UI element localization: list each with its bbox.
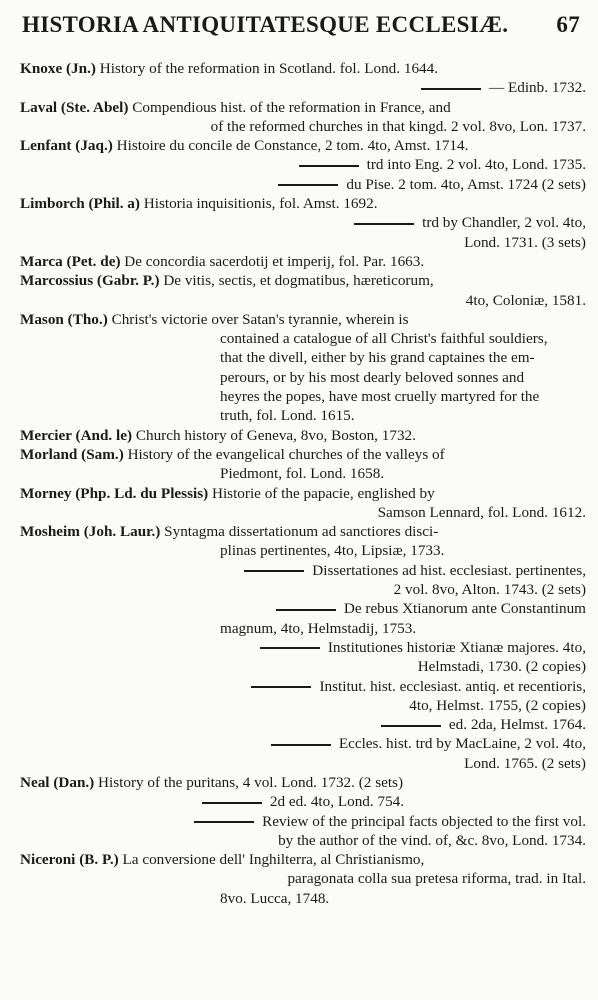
entry-text: History of the evangelical churches of the valleys of [127,445,445,463]
entry-line [20,136,586,155]
page-header [22,10,580,44]
entry-text: Institut. hist. ecclesiast. antiq. et recentioris, [319,677,586,695]
catalogue-entry [20,98,586,137]
entry-text: Piedmont, fol. Lond. 1658. [220,465,385,483]
entry-text: De concordia sacerdotij et imperij, fol. Par. 1663. [124,252,425,270]
entry-text: 2 vol. 8vo, Alton. 1743. (2 sets) [393,581,586,599]
entry-line [20,580,586,599]
entry-line [20,426,586,445]
entry-text: magnum, 4to, Helmstadij, 1753. [220,619,417,637]
ditto-dash [244,570,304,572]
entry-text: that the divell, either by his grand captaines the em- [220,349,535,367]
entry-author: Limborch (Phil. a) [20,195,144,213]
entry-line [20,696,586,715]
entry-text: Lond. 1765. (2 sets) [464,754,586,772]
entry-text: trd into Eng. 2 vol. 4to, Lond. 1735. [366,156,586,174]
entry-text: trd by Chandler, 2 vol. 4to, [422,214,586,232]
entry-line [20,889,586,908]
entry-line [20,271,586,290]
entry-line [20,310,586,329]
ditto-dash [251,686,311,688]
entry-line [20,792,586,811]
entry-line [20,464,586,483]
entry-line [20,599,586,618]
entry-line [20,329,586,348]
catalogue-entry [20,271,586,310]
entry-line [20,657,586,676]
entry-line [20,406,586,425]
entry-text: Histoire du concile de Constance, 2 tom. 4to, Amst. 1714. [116,137,469,155]
entry-line [20,98,586,117]
catalogue-entry [20,252,586,271]
entry-text: Christ's victorie over Satan's tyrannie, wherein is [111,310,409,328]
entry-text: perours, or by his most dearly beloved sonnes and [220,368,525,386]
entry-line [20,503,586,522]
entry-line [20,638,586,657]
entry-text: La conversione dell' Inghilterra, al Christianismo, [122,851,425,869]
entry-text: De vitis, sectis, et dogmatibus, hæreticorum, [163,272,434,290]
entry-line [20,59,586,78]
entry-text: by the author of the vind. of, &c. 8vo, Lond. 1734. [278,831,586,849]
entry-line [20,869,586,888]
entry-author: Niceroni (B. P.) [20,851,123,869]
entry-text: Church history of Geneva, 8vo, Boston, 1732. [135,426,416,444]
entry-author: Laval (Ste. Abel) [20,98,133,116]
ditto-dash [260,647,320,649]
catalogue-entry [20,310,586,426]
entry-line [20,213,586,232]
entry-line [20,348,586,367]
entry-author: Mercier (And. le) [20,426,136,444]
entry-text: truth, fol. Lond. 1615. [220,407,355,425]
entry-line [20,677,586,696]
entry-line [20,484,586,503]
entry-line [20,561,586,580]
catalogue-entry [20,445,586,484]
entry-text: Helmstadi, 1730. (2 copies) [417,658,586,676]
entry-text: 8vo. Lucca, 1748. [220,889,330,907]
entry-text: 4to, Helmst. 1755, (2 copies) [409,696,586,714]
entry-text: of the reformed churches in that kingd. 2 vol. 8vo, Lon. 1737. [210,117,586,135]
entry-text: Eccles. hist. trd by MacLaine, 2 vol. 4to, [338,735,586,753]
entry-text: Lond. 1731. (3 sets) [464,233,586,251]
entry-line [20,831,586,850]
running-title: HISTORIA ANTIQUITATESQUE ECCLESIÆ. [22,12,509,37]
entry-author: Morney (Php. Ld. du Plessis) [20,484,212,502]
entry-author: Lenfant (Jaq.) [20,137,117,155]
entry-author: Marcossius (Gabr. P.) [20,272,164,290]
entry-line [20,291,586,310]
entry-text: paragonata colla sua pretesa riforma, trad. in Ital. [287,870,586,888]
entry-line [20,117,586,136]
entry-line [20,812,586,831]
entry-line [20,522,586,541]
entry-author: Neal (Dan.) [20,773,99,791]
ditto-dash [381,725,441,727]
entry-text: Compendious hist. of the reformation in France, and [132,98,451,116]
ditto-dash [278,184,338,186]
entry-line [20,541,586,560]
entry-text: — Edinb. 1732. [488,79,586,97]
entry-text: du Pise. 2 tom. 4to, Amst. 1724 (2 sets) [346,175,586,193]
entry-line [20,619,586,638]
entry-author: Morland (Sam.) [20,445,128,463]
entry-text: Dissertationes ad hist. ecclesiast. pertinentes, [312,561,586,579]
entry-author: Mosheim (Joh. Laur.) [20,523,165,541]
entry-text: Review of the principal facts objected to the first vol. [262,812,586,830]
entry-text: contained a catalogue of all Christ's faithful souldiers, [220,330,548,348]
ditto-dash [354,223,414,225]
entry-text: Samson Lennard, fol. Lond. 1612. [377,503,586,521]
entry-line [20,252,586,271]
entry-text: De rebus Xtianorum ante Constantinum [343,600,586,618]
entry-author: Marca (Pet. de) [20,252,125,270]
catalogue-entry [20,194,586,252]
entry-line [20,850,586,869]
entry-line [20,387,586,406]
entry-text: History of the reformation in Scotland. fol. Lond. 1644. [99,60,439,77]
ditto-dash [194,821,254,823]
entry-text: Syntagma dissertationum ad sanctiores disci- [164,523,439,541]
catalogue-entry [20,850,586,908]
entry-line [20,445,586,464]
entry-line [20,754,586,773]
ditto-dash [202,802,262,804]
entry-line [20,773,586,792]
ditto-dash [299,165,359,167]
ditto-dash [276,609,336,611]
entry-text: History of the puritans, 4 vol. Lond. 1732. (2 sets) [98,773,404,791]
entry-text: Historia inquisitionis, fol. Amst. 1692. [143,195,378,213]
entry-line [20,78,586,97]
entry-text: plinas pertinentes, 4to, Lipsiæ, 1733. [220,542,445,560]
entry-author: Mason (Tho.) [20,310,112,328]
ditto-dash [271,744,331,746]
page-number: 67 [556,12,580,37]
entry-line [20,233,586,252]
entry-line [20,155,586,174]
catalogue-entry [20,773,586,850]
entry-text: Historie of the papacie, englished by [211,484,435,502]
entry-line [20,715,586,734]
catalogue-entry [20,426,586,445]
entry-text: 4to, Coloniæ, 1581. [465,291,586,309]
ditto-dash [421,88,481,90]
entry-line [20,194,586,213]
entry-line [20,175,586,194]
entry-text: heyres the popes, have most cruelly martyred for the [220,388,540,406]
catalogue-entry [20,59,586,98]
catalogue-entries [20,59,586,908]
entry-line [20,734,586,753]
entry-author: Knoxe (Jn.) [20,60,100,77]
entry-text: 2d ed. 4to, Lond. 754. [269,793,405,811]
entry-line [20,368,586,387]
entry-text: Institutiones historiæ Xtianæ majores. 4to, [327,638,586,656]
catalogue-entry [20,136,586,194]
catalogue-entry [20,484,586,523]
catalogue-entry [20,522,586,773]
entry-text: ed. 2da, Helmst. 1764. [448,716,586,734]
